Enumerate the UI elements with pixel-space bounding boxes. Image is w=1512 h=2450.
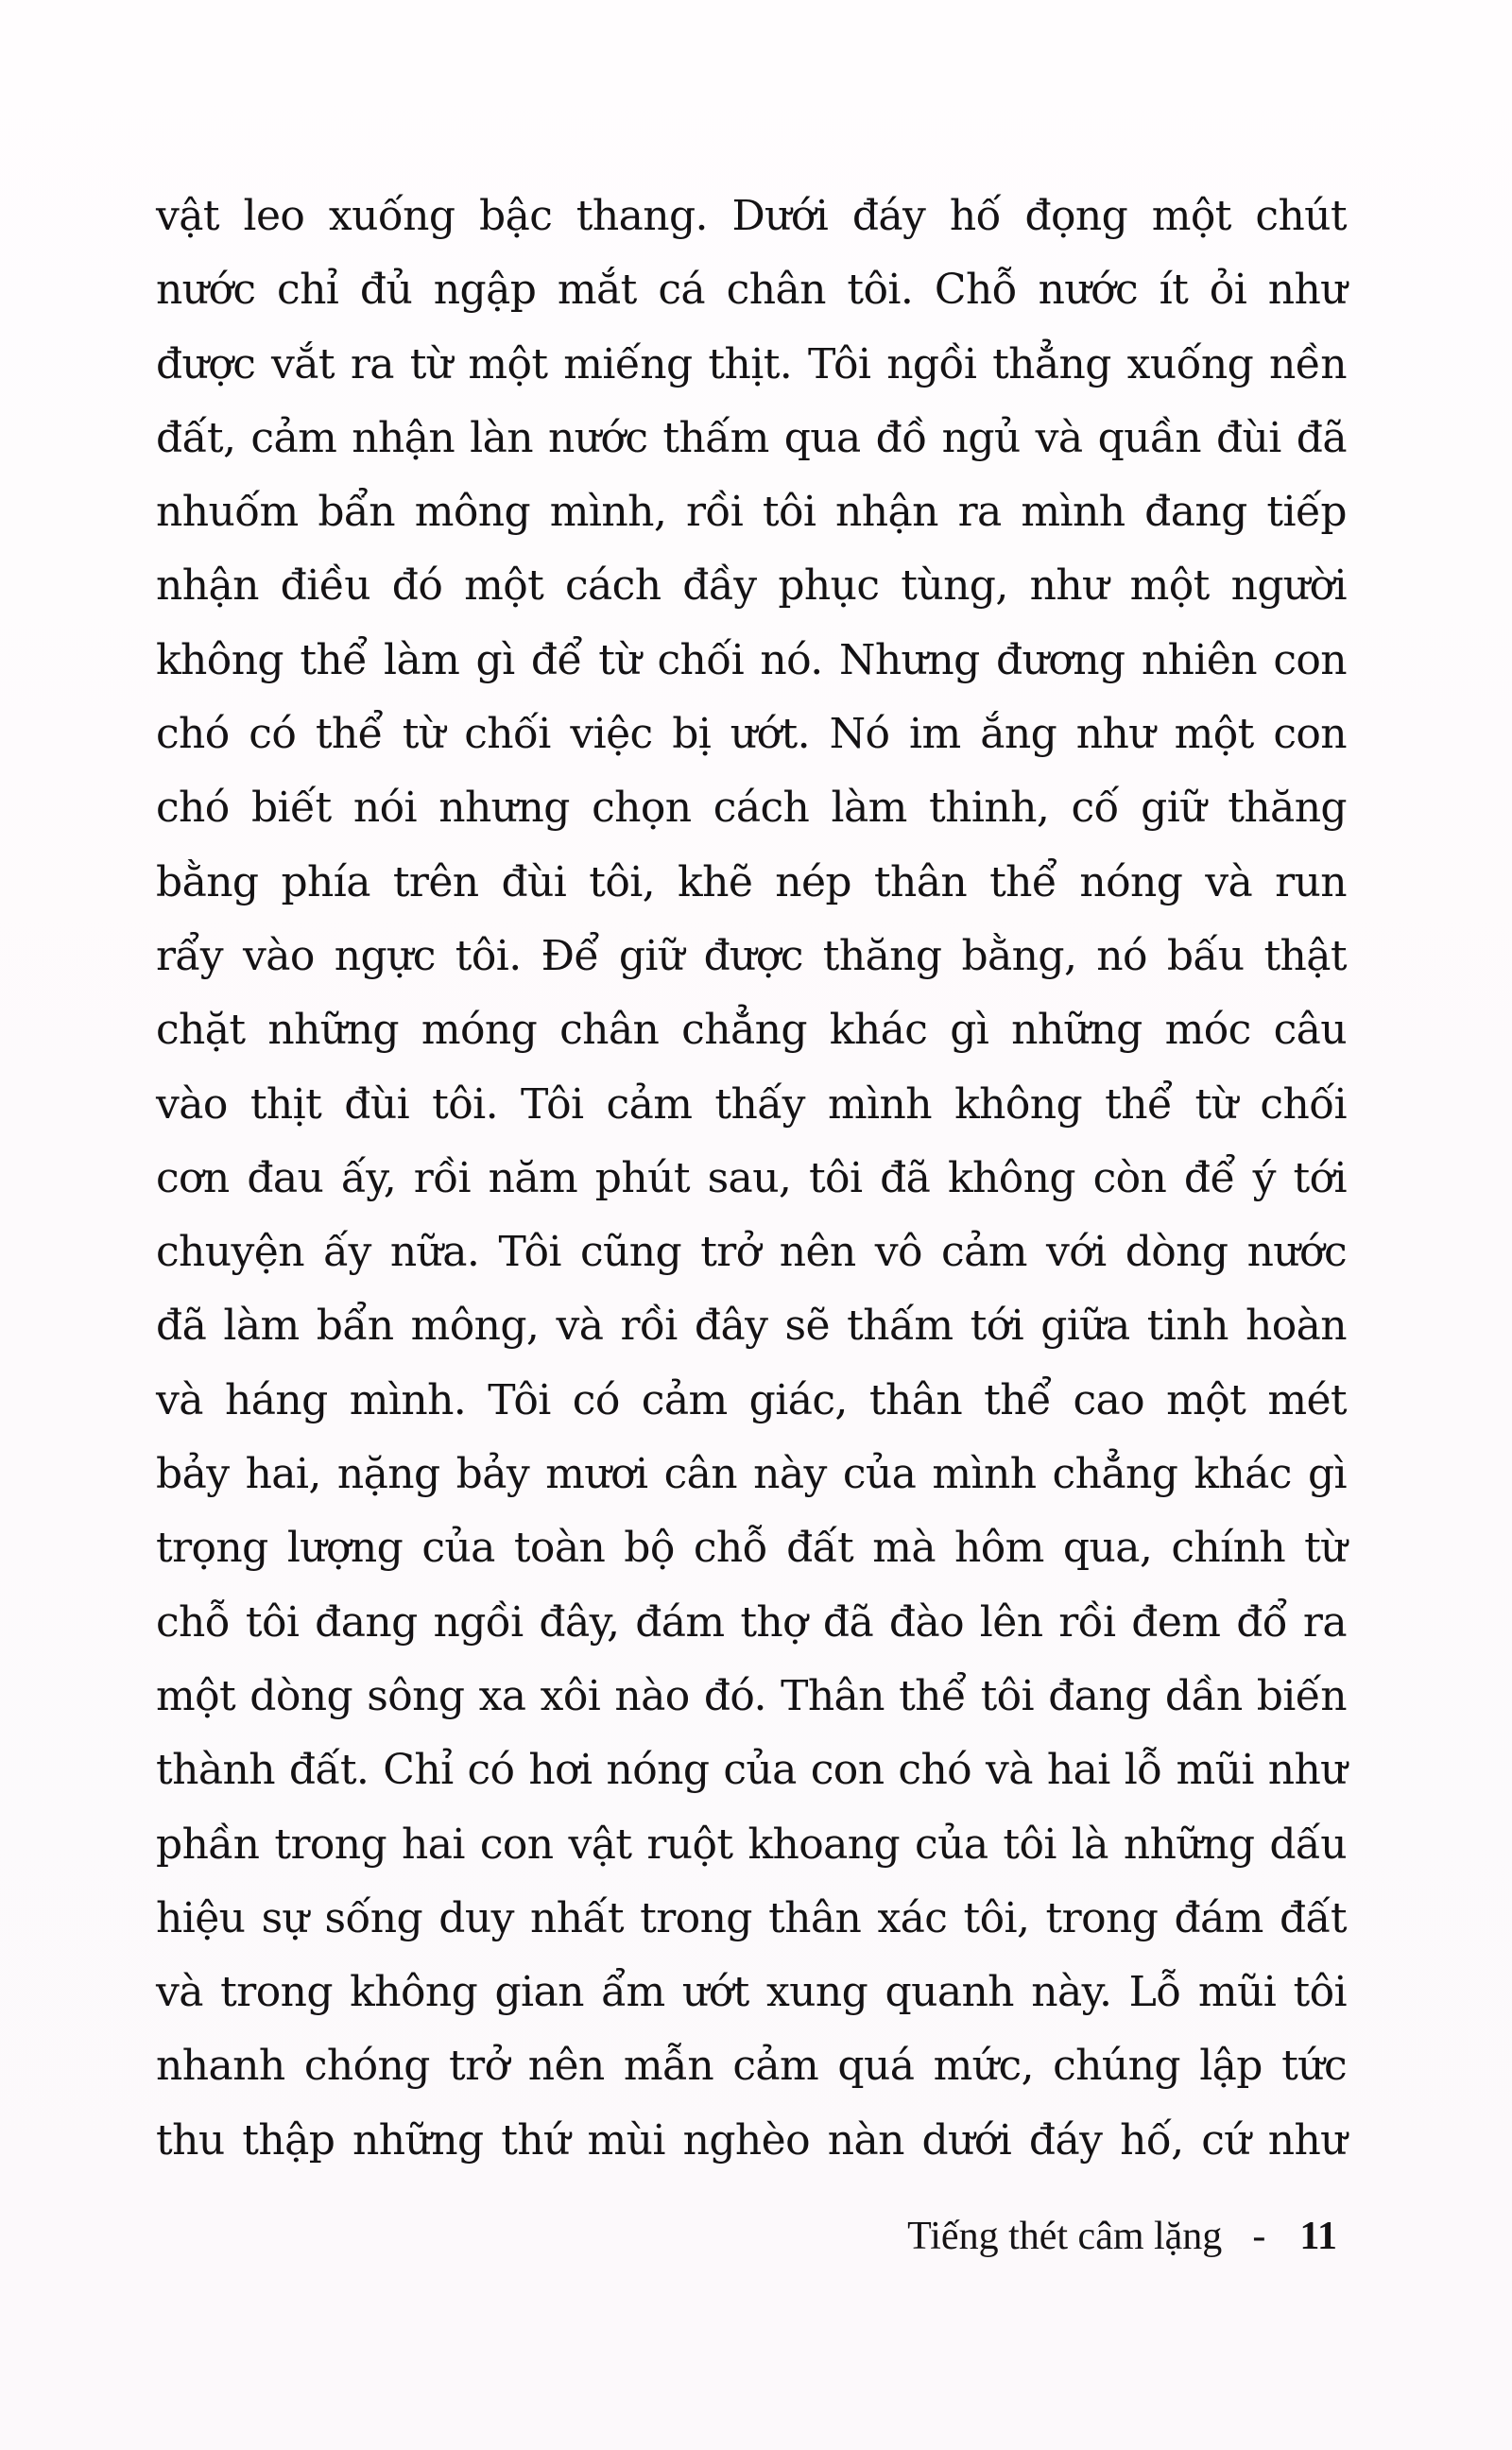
text-line: cơn đau ấy, rồi năm phút sau, tôi đã không còn để ý tới	[156, 1153, 1347, 1202]
text-line: chặt những móng chân chẳng khác gì những móc câu	[156, 1006, 1347, 1055]
text-line: nhận điều đó một cách đầy phục tùng, như một người	[156, 561, 1347, 611]
text-line: vào thịt đùi tôi. Tôi cảm thấy mình không thể từ chối	[156, 1079, 1347, 1129]
text-line: chó có thể từ chối việc bị ướt. Nó im ắng như một con	[156, 710, 1347, 759]
text-line: đất, cảm nhận làn nước thấm qua đồ ngủ và quần đùi đã	[156, 413, 1347, 462]
text-line: phần trong hai con vật ruột khoang của tôi là những dấu	[156, 1820, 1347, 1869]
text-line: hiệu sự sống duy nhất trong thân xác tôi, trong đám đất	[156, 1893, 1347, 1942]
footer-separator: -	[1252, 2215, 1266, 2258]
text-line: đã làm bẩn mông, và rồi đây sẽ thấm tới giữa tinh hoàn	[156, 1302, 1347, 1351]
text-line: nhuốm bẩn mông mình, rồi tôi nhận ra mình đang tiếp	[156, 488, 1347, 537]
text-line: bằng phía trên đùi tôi, khẽ nép thân thể nóng và run	[156, 857, 1347, 906]
body-text	[156, 180, 1347, 2178]
text-line: chỗ tôi đang ngồi đây, đám thợ đã đào lên rồi đem đổ ra	[156, 1597, 1347, 1647]
text-line: không thể làm gì để từ chối nó. Nhưng đương nhiên con	[156, 635, 1347, 684]
text-line: rẩy vào ngực tôi. Để giữ được thăng bằng, nó bấu thật	[156, 931, 1347, 980]
text-line: nước chỉ đủ ngập mắt cá chân tôi. Chỗ nước ít ỏi như	[156, 266, 1347, 315]
text-line: một dòng sông xa xôi nào đó. Thân thể tôi đang dần biến	[156, 1671, 1347, 1720]
text-line: được vắt ra từ một miếng thịt. Tôi ngồi thẳng xuống nền	[156, 339, 1347, 388]
book-title: Tiếng thét câm lặng	[907, 2215, 1223, 2258]
text-line: vật leo xuống bậc thang. Dưới đáy hố đọng một chút	[156, 192, 1347, 240]
text-line: và trong không gian ẩm ướt xung quanh này. Lỗ mũi tôi	[156, 1968, 1347, 2017]
running-footer	[808, 2214, 1337, 2280]
text-line: và háng mình. Tôi có cảm giác, thân thể cao một mét	[156, 1375, 1347, 1424]
text-line: thu thập những thứ mùi nghèo nàn dưới đáy hố, cứ như	[156, 2115, 1347, 2165]
text-line: thành đất. Chỉ có hơi nóng của con chó và hai lỗ mũi như	[156, 1746, 1347, 1795]
text-line: nhanh chóng trở nên mẫn cảm quá mức, chúng lập tức	[156, 2042, 1347, 2091]
text-line: trọng lượng của toàn bộ chỗ đất mà hôm qua, chính từ	[156, 1524, 1347, 1573]
text-line: bảy hai, nặng bảy mươi cân này của mình chẳng khác gì	[156, 1450, 1347, 1499]
text-line: chuyện ấy nữa. Tôi cũng trở nên vô cảm với dòng nước	[156, 1228, 1347, 1277]
page-number: 11	[1299, 2215, 1337, 2258]
text-line: chó biết nói nhưng chọn cách làm thinh, cố giữ thăng	[156, 784, 1347, 833]
